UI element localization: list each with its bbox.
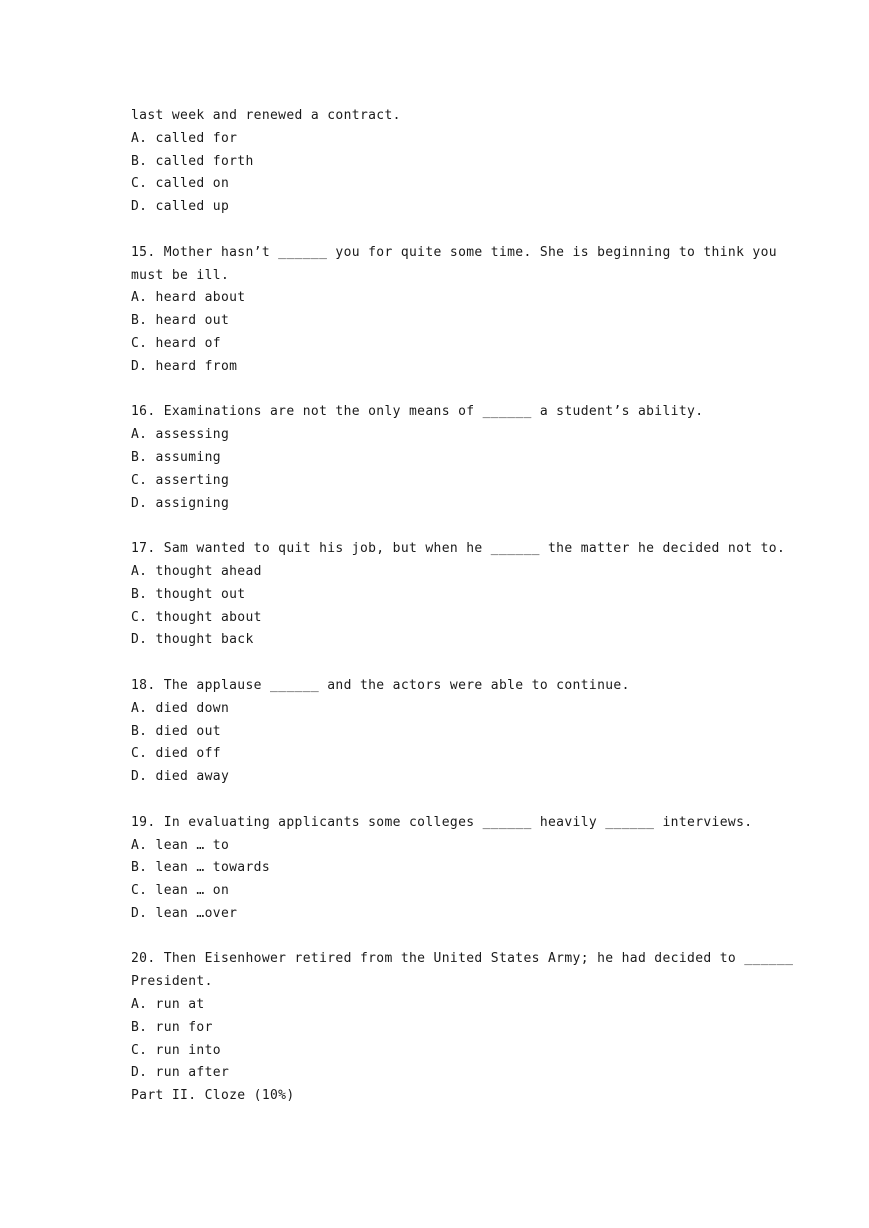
spacer <box>131 926 751 949</box>
option-c: C. heard of <box>131 335 221 351</box>
question-stem-line: must be ill. <box>131 267 230 283</box>
question-16 <box>131 401 751 515</box>
option-d: D. called up <box>131 199 230 215</box>
option-c: C. run into <box>131 1042 221 1058</box>
question-15 <box>131 242 777 379</box>
question-stem-line: 18. The applause ______ and the actors were able to continue. <box>131 677 630 693</box>
option-b: B. died out <box>131 723 221 739</box>
question-stem-line: 15. Mother hasn’t ______ you for quite some time. She is beginning to think you <box>131 244 777 260</box>
option-c: C. thought about <box>131 609 262 625</box>
option-d: D. died away <box>131 769 230 785</box>
question-20 <box>131 948 794 1085</box>
option-a: A. assessing <box>131 427 230 443</box>
question-stem-line: President. <box>131 974 213 990</box>
option-a: A. lean … to <box>131 837 230 853</box>
option-b: B. heard out <box>131 313 230 329</box>
question-stem-line: 16. Examinations are not the only means of ______ a student’s ability. <box>131 404 704 420</box>
option-d: D. run after <box>131 1065 230 1081</box>
question-stem-line: 20. Then Eisenhower retired from the United States Army; he had decided to ______ <box>131 951 794 967</box>
question-18 <box>131 675 751 789</box>
spacer <box>131 379 751 402</box>
option-c: C. asserting <box>131 472 230 488</box>
spacer <box>131 789 751 812</box>
option-d: D. heard from <box>131 358 238 374</box>
question-19 <box>131 812 751 926</box>
document-page <box>131 105 794 1108</box>
option-a: A. heard about <box>131 290 246 306</box>
option-c: C. called on <box>131 176 230 192</box>
question-14-continuation <box>131 105 751 219</box>
option-b: B. lean … towards <box>131 860 271 876</box>
question-stem-line: 17. Sam wanted to quit his job, but when he ______ the matter he decided not to. <box>131 541 786 557</box>
option-a: A. died down <box>131 700 230 716</box>
question-stem-line: 19. In evaluating applicants some colleges ______ heavily ______ interviews. <box>131 814 753 830</box>
option-c: C. died off <box>131 746 221 762</box>
option-b: B. thought out <box>131 586 246 602</box>
option-c: C. lean … on <box>131 883 230 899</box>
option-a: A. run at <box>131 997 205 1013</box>
spacer <box>131 219 751 242</box>
option-a: A. thought ahead <box>131 563 262 579</box>
question-17 <box>131 538 786 652</box>
option-d: D. lean …over <box>131 905 238 921</box>
section-heading: Part II. Cloze (10%) <box>131 1088 295 1104</box>
option-d: D. assigning <box>131 495 230 511</box>
option-b: B. assuming <box>131 449 221 465</box>
option-d: D. thought back <box>131 632 254 648</box>
option-b: B. called forth <box>131 153 254 169</box>
spacer <box>131 515 751 538</box>
spacer <box>131 652 751 675</box>
option-a: A. called for <box>131 130 238 146</box>
option-b: B. run for <box>131 1019 213 1035</box>
question-stem-tail: last week and renewed a contract. <box>131 108 401 123</box>
